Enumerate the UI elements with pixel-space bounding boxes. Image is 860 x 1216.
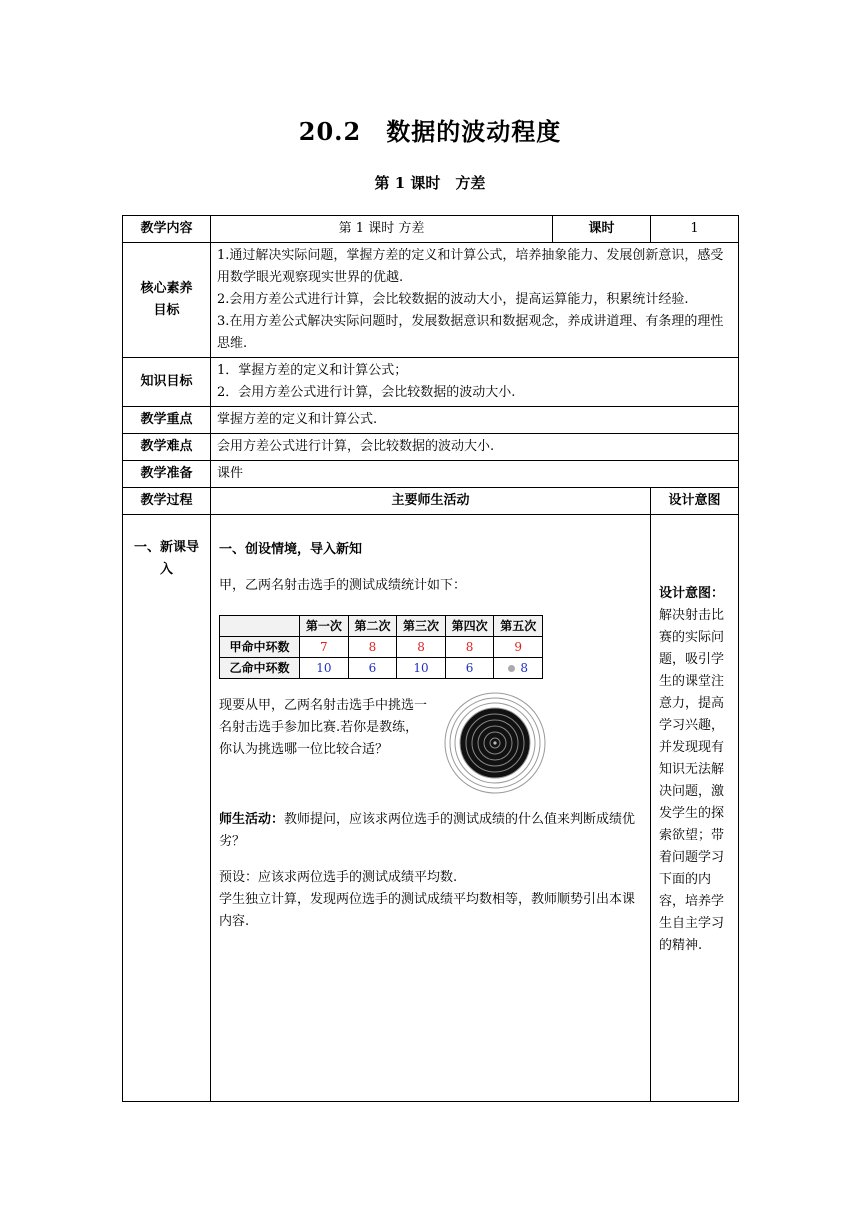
score-cell: 6 xyxy=(445,658,494,679)
difficult-value: 会用方差公式进行计算，会比较数据的波动大小. xyxy=(211,434,739,461)
knowledge-label: 知识目标 xyxy=(123,358,211,407)
core-label-line2: 目标 xyxy=(153,303,180,318)
page-title: 20.2 数据的波动程度 xyxy=(298,117,562,146)
activity-text: 教师提问，应该求两位选手的测试成绩的什么值来判断成绩优劣？ xyxy=(219,812,636,849)
page-subtitle: 第 1 课时 方差 xyxy=(374,174,486,192)
score-cell: 6 xyxy=(348,658,397,679)
preset-line-2: 学生独立计算，发现两位选手的测试成绩平均数相等，教师顺势引出本课内容. xyxy=(219,892,636,929)
intent-label: 设计意图： xyxy=(659,586,725,601)
process-label: 教学过程 xyxy=(123,488,211,515)
marker-dot-icon xyxy=(508,665,515,672)
score-header: 第二次 xyxy=(348,616,397,637)
activity-label: 师生活动： xyxy=(219,812,285,827)
activity-cell xyxy=(211,515,651,1102)
hours-value: 1 xyxy=(651,216,739,243)
intro-text: 甲，乙两名射击选手的测试成绩统计如下： xyxy=(219,578,467,593)
score-cell-value: 8 xyxy=(520,661,529,675)
content-value: 第 1 课时 方差 xyxy=(211,216,553,243)
shooting-target-icon xyxy=(443,691,547,795)
core-item: 1.通过解决实际问题，掌握方差的定义和计算公式，培养抽象能力、发展创新意识，感受用数学眼光观察现实世界的优越. xyxy=(217,248,724,285)
score-cell: 7 xyxy=(300,637,349,658)
score-cell: 8 xyxy=(348,637,397,658)
score-cell: 9 xyxy=(494,637,543,658)
score-cell: 10 xyxy=(300,658,349,679)
knowledge-item: 2．会用方差公式进行计算，会比较数据的波动大小. xyxy=(217,385,516,400)
activity-header: 主要师生活动 xyxy=(211,488,651,515)
score-cell: 10 xyxy=(397,658,446,679)
lesson-plan-table xyxy=(122,215,739,1102)
core-label-line1: 核心素养 xyxy=(140,281,193,296)
core-label xyxy=(123,243,211,358)
score-header: 第五次 xyxy=(494,616,543,637)
question-block xyxy=(219,695,642,795)
knowledge-item: 1．掌握方差的定义和计算公式； xyxy=(217,363,408,378)
hours-label: 课时 xyxy=(553,216,651,243)
core-item: 2.会用方差公式进行计算，会比较数据的波动大小，提高运算能力，积累统计经验. xyxy=(217,292,689,307)
difficult-label: 教学难点 xyxy=(123,434,211,461)
section-title: 一、创设情境，导入新知 xyxy=(219,542,363,557)
stage-label: 一、新课导入 xyxy=(123,515,211,1102)
intent-header: 设计意图 xyxy=(651,488,739,515)
score-cell: 8 xyxy=(397,637,446,658)
core-item: 3.在用方差公式解决实际问题时，发展数据意识和数据观念，养成讲道理、有条理的理性思维. xyxy=(217,314,724,351)
score-header: 第三次 xyxy=(397,616,446,637)
core-goals xyxy=(211,243,739,358)
key-label: 教学重点 xyxy=(123,407,211,434)
score-cell-last xyxy=(494,658,543,679)
preset-line-1: 预设：应该求两位选手的测试成绩平均数. xyxy=(219,870,458,885)
score-row-label: 乙命中环数 xyxy=(220,658,300,679)
question-text: 现要从甲，乙两名射击选手中挑选一名射击选手参加比赛.若你是教练，你认为挑选哪一位比较合适？ xyxy=(219,698,428,757)
score-header: 第四次 xyxy=(445,616,494,637)
intent-text: 解决射击比赛的实际问题，吸引学生的课堂注意力，提高学习兴趣，并发现现有知识无法解决问题，激发学生的探索欲望；带着问题学习下面的内容，培养学生自主学习的精神. xyxy=(659,608,725,953)
score-table xyxy=(219,615,543,679)
score-header: 第一次 xyxy=(300,616,349,637)
knowledge-goals xyxy=(211,358,739,407)
prep-label: 教学准备 xyxy=(123,461,211,488)
prep-value: 课件 xyxy=(211,461,739,488)
activity-paragraph xyxy=(219,809,642,853)
intent-cell xyxy=(651,515,739,1102)
score-row-label: 甲命中环数 xyxy=(220,637,300,658)
score-cell: 8 xyxy=(445,637,494,658)
score-header-empty xyxy=(220,616,300,637)
content-label: 教学内容 xyxy=(123,216,211,243)
key-value: 掌握方差的定义和计算公式. xyxy=(211,407,739,434)
